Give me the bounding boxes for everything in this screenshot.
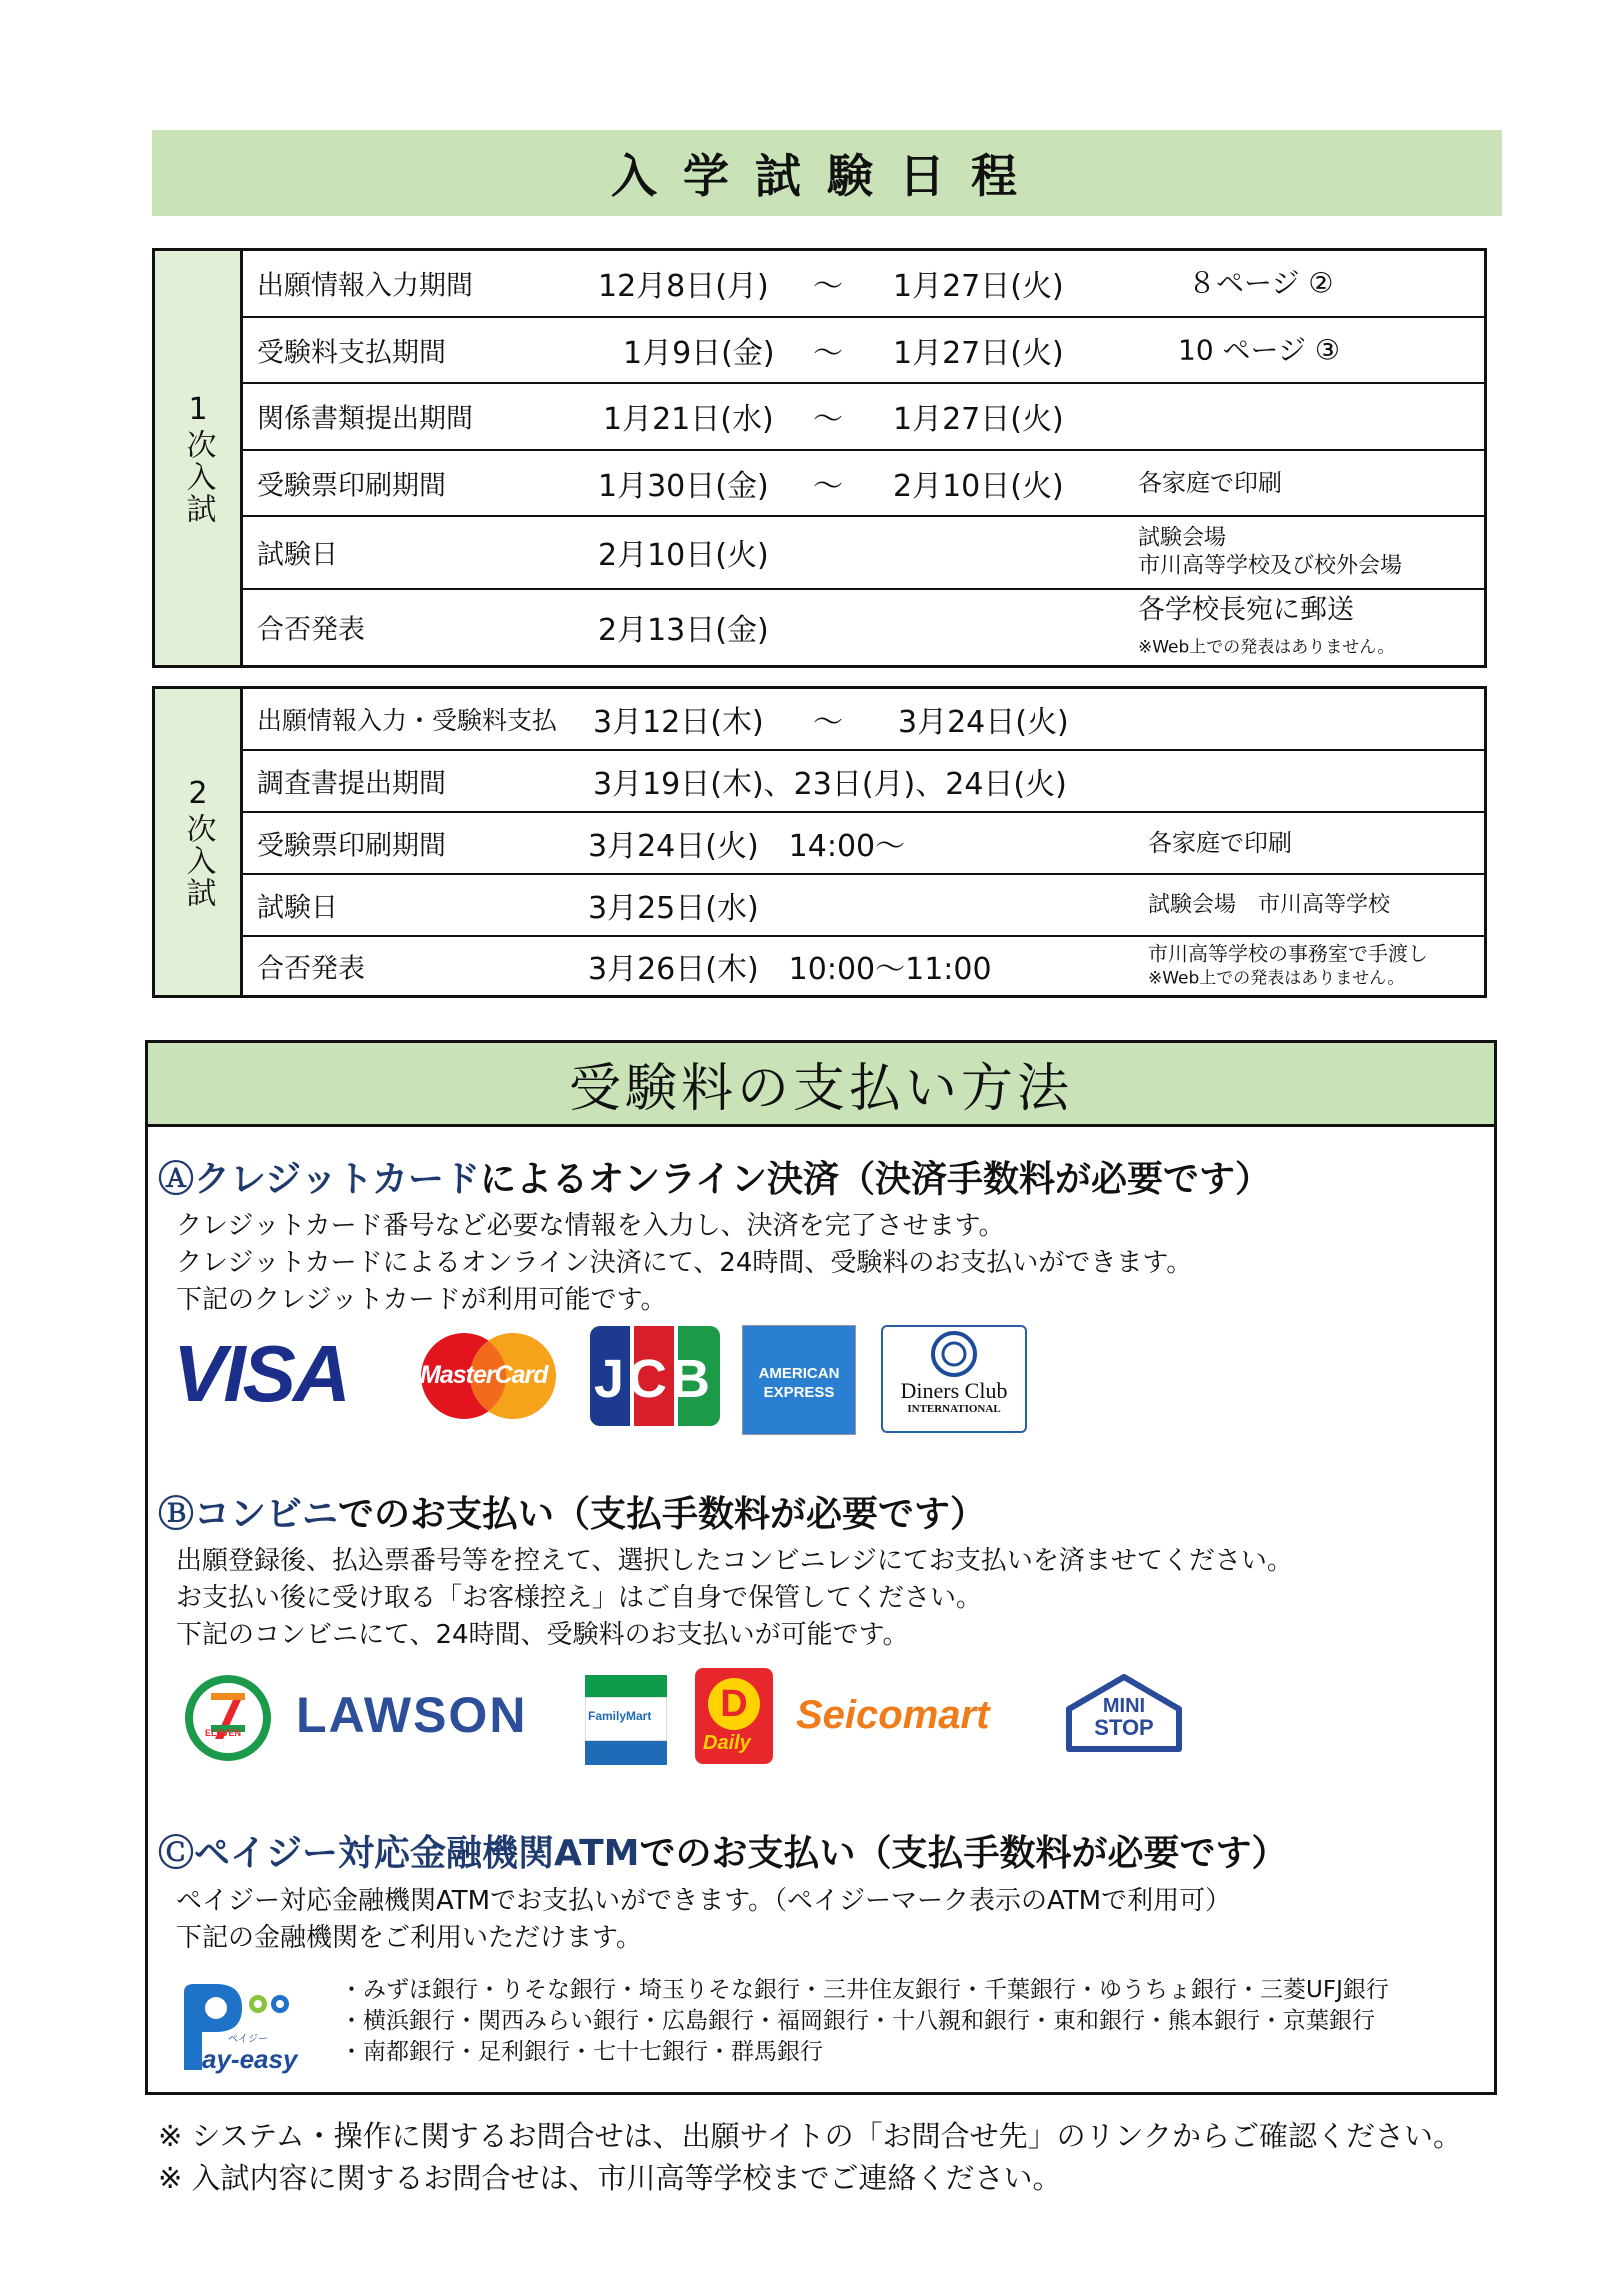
row-note — [1138, 594, 1394, 662]
end-date: 1月27日(火) — [893, 335, 1064, 371]
convenience-line: 出願登録後、払込票番号等を控えて、選択したコンビニレジにてお支払いを済ませてください。 — [176, 1546, 1293, 1576]
start-date: 12月8日(月) — [598, 269, 769, 305]
row-note — [1138, 525, 1402, 580]
row-label: 合否発表 — [257, 614, 365, 646]
row-label: 受験料支払期間 — [257, 337, 446, 369]
seicomart-logo — [796, 1693, 989, 1738]
first-exam-side — [155, 251, 243, 665]
convenience-line: お支払い後に受け取る「お客様控え」はご自身で保管してください。 — [176, 1583, 983, 1613]
payment-header — [148, 1043, 1494, 1127]
visa-text: VISA — [173, 1329, 348, 1418]
row-label: 受験票印刷期間 — [257, 470, 446, 502]
range-sep: 〜 — [813, 705, 843, 740]
convenience-text — [176, 1543, 1293, 1654]
diners-text: Diners Club — [900, 1378, 1008, 1403]
venue-value: 市川高等学校及び校外会場 — [1138, 553, 1403, 579]
range-sep: 〜 — [813, 269, 843, 305]
table-row — [243, 689, 1484, 751]
seven-text: ELEVEN — [205, 1728, 242, 1738]
start-date: 1月30日(金) — [598, 468, 769, 504]
convenience-heading-key: Ⓑコンビニ — [158, 1494, 339, 1535]
amex-text: AMERICAN — [758, 1365, 840, 1382]
jcb-text: JCB — [594, 1349, 715, 1409]
credit-line: クレジットカード番号など必要な情報を入力し、決済を完了させます。 — [176, 1211, 1005, 1241]
start-date: 1月21日(水) — [603, 402, 774, 438]
table-row — [243, 937, 1484, 995]
bank-line: ・横浜銀行・関西みらい銀行・広島銀行・福岡銀行・十八親和銀行・東和銀行・熊本銀行・京葉銀行 — [340, 2008, 1375, 2034]
payment-title: 受験料の支払い方法 — [568, 1059, 1073, 1119]
credit-line: 下記のクレジットカードが利用可能です。 — [176, 1285, 667, 1315]
credit-heading-key: Ⓐクレジットカード — [158, 1159, 481, 1200]
page-title: 入学試験日程 — [611, 149, 1043, 203]
table-row — [243, 318, 1484, 385]
convenience-line: 下記のコンビニにて、24時間、受験料のお支払いが可能です。 — [176, 1620, 909, 1650]
row-label: 試験日 — [257, 539, 338, 571]
convenience-heading-rest: でのお支払い（支払手数料が必要です） — [338, 1494, 987, 1535]
atm-line: 下記の金融機関をご利用いただけます。 — [176, 1923, 642, 1953]
row-label: 出願情報入力・受験料支払 — [257, 706, 558, 735]
atm-text — [176, 1883, 1231, 1957]
daily-logo: D Daily — [695, 1668, 773, 1764]
date-value: 3月24日(火) 14:00〜 — [588, 829, 906, 864]
result-subnote: ※Web上での発表はありません。 — [1148, 968, 1405, 989]
diners-logo — [881, 1325, 1027, 1433]
row-label: 受験票印刷期間 — [257, 830, 446, 862]
first-exam-table — [152, 248, 1487, 668]
credit-line: クレジットカードによるオンライン決済にて、24時間、受験料のお支払いができます。 — [176, 1248, 1193, 1278]
table-row — [243, 451, 1484, 518]
row-label: 調査書提出期間 — [257, 768, 446, 800]
result-subnote: ※Web上での発表はありません。 — [1138, 637, 1395, 658]
seven-eleven-icon — [183, 1673, 273, 1763]
bank-line: ・みずほ銀行・りそな銀行・埼玉りそな銀行・三井住友銀行・千葉銀行・ゆうちょ銀行・三菱UFJ銀行 — [340, 1977, 1389, 2003]
second-exam-table — [152, 686, 1487, 998]
table-row — [243, 384, 1484, 451]
row-label: 試験日 — [257, 892, 338, 924]
credit-heading-rest: によるオンライン決済（決済手数料が必要です） — [480, 1159, 1271, 1200]
row-note: 試験会場 市川高等学校 — [1148, 892, 1391, 918]
daily-text: Daily — [703, 1732, 751, 1754]
first-exam-label: 1次入試 — [180, 391, 216, 525]
end-date: 2月10日(火) — [893, 468, 1064, 504]
diners-subtext: INTERNATIONAL — [907, 1403, 1001, 1415]
payeasy-logo — [176, 1978, 308, 2078]
row-label: 関係書類提出期間 — [257, 403, 473, 435]
mastercard-logo — [416, 1331, 561, 1421]
payeasy-text: ay-easy — [202, 2044, 298, 2074]
table-row — [243, 751, 1484, 813]
mastercard-text: MasterCard — [420, 1361, 548, 1389]
familymart-text: FamilyMart — [588, 1709, 652, 1723]
seven-eleven-logo — [183, 1673, 273, 1763]
atm-heading — [158, 1825, 1287, 1876]
venue-label: 試験会場 — [1138, 525, 1227, 551]
table-row — [243, 251, 1484, 318]
diners-icon — [929, 1331, 979, 1377]
payment-box — [145, 1040, 1497, 2095]
ministop-text: MINI — [1102, 1695, 1146, 1717]
payeasy-small: ペイジー — [228, 2034, 268, 2045]
date-value: 3月26日(木) 10:00〜11:00 — [588, 952, 992, 987]
seicomart-text: Seicomart — [796, 1693, 990, 1737]
range-sep: 〜 — [813, 402, 843, 438]
amex-logo — [742, 1325, 856, 1435]
result-note: 各学校長宛に郵送 — [1138, 594, 1354, 626]
table-row — [243, 590, 1484, 665]
result-note: 市川高等学校の事務室で手渡し — [1148, 941, 1428, 966]
visa-logo — [173, 1328, 348, 1420]
atm-line: ペイジー対応金融機関ATMでお支払いができます。（ペイジーマーク表示のATMで利用可） — [176, 1886, 1232, 1916]
atm-heading-rest: でのお支払い（支払手数料が必要です） — [639, 1833, 1288, 1874]
end-date: 3月24日(火) — [898, 705, 1069, 740]
start-date: 1月9日(金) — [623, 335, 775, 371]
lawson-logo — [296, 1686, 527, 1744]
atm-heading-key: Ⓒペイジー対応金融機関ATM — [158, 1833, 640, 1874]
table-row — [243, 517, 1484, 589]
start-date: 2月13日(金) — [598, 613, 769, 649]
second-exam-side — [155, 689, 243, 995]
row-note: 各家庭で印刷 — [1138, 468, 1282, 497]
end-date: 1月27日(火) — [893, 269, 1064, 305]
start-date: 3月12日(木) — [593, 705, 764, 740]
date-value: 3月25日(水) — [588, 891, 759, 926]
footnote-line: ※ 入試内容に関するお問合せは、市川高等学校までご連絡ください。 — [158, 2161, 1062, 2195]
amex-text: EXPRESS — [763, 1384, 835, 1401]
row-note: 各家庭で印刷 — [1148, 829, 1292, 857]
row-note: ８ページ ② — [1188, 266, 1334, 300]
row-note: 10 ページ ③ — [1178, 333, 1340, 367]
table-row — [243, 813, 1484, 875]
row-label: 出願情報入力期間 — [257, 270, 473, 302]
bank-line: ・南都銀行・足利銀行・七十七銀行・群馬銀行 — [340, 2039, 823, 2065]
start-date: 2月10日(火) — [598, 538, 769, 574]
bank-list — [340, 1975, 1389, 2068]
credit-text — [176, 1208, 1192, 1319]
ministop-logo — [1063, 1673, 1185, 1753]
range-sep: 〜 — [813, 335, 843, 371]
row-label: 合否発表 — [257, 953, 365, 985]
credit-heading — [158, 1151, 1271, 1202]
jcb-logo — [590, 1326, 720, 1426]
familymart-logo — [585, 1675, 667, 1765]
lawson-text: LAWSON — [296, 1687, 528, 1743]
title-band — [152, 130, 1502, 216]
second-exam-label: 2次入試 — [180, 775, 216, 909]
range-sep: 〜 — [813, 468, 843, 504]
table-row — [243, 875, 1484, 937]
row-note — [1148, 943, 1428, 990]
convenience-heading — [158, 1486, 986, 1537]
footnote-line: ※ システム・操作に関するお問合せは、出願サイトの「お問合せ先」のリンクからご確認ください。 — [158, 2119, 1463, 2153]
footnotes — [158, 2115, 1462, 2199]
ministop-text: STOP — [1094, 1715, 1154, 1740]
date-value: 3月19日(木)、23日(月)、24日(火) — [593, 767, 1067, 802]
end-date: 1月27日(火) — [893, 402, 1064, 438]
